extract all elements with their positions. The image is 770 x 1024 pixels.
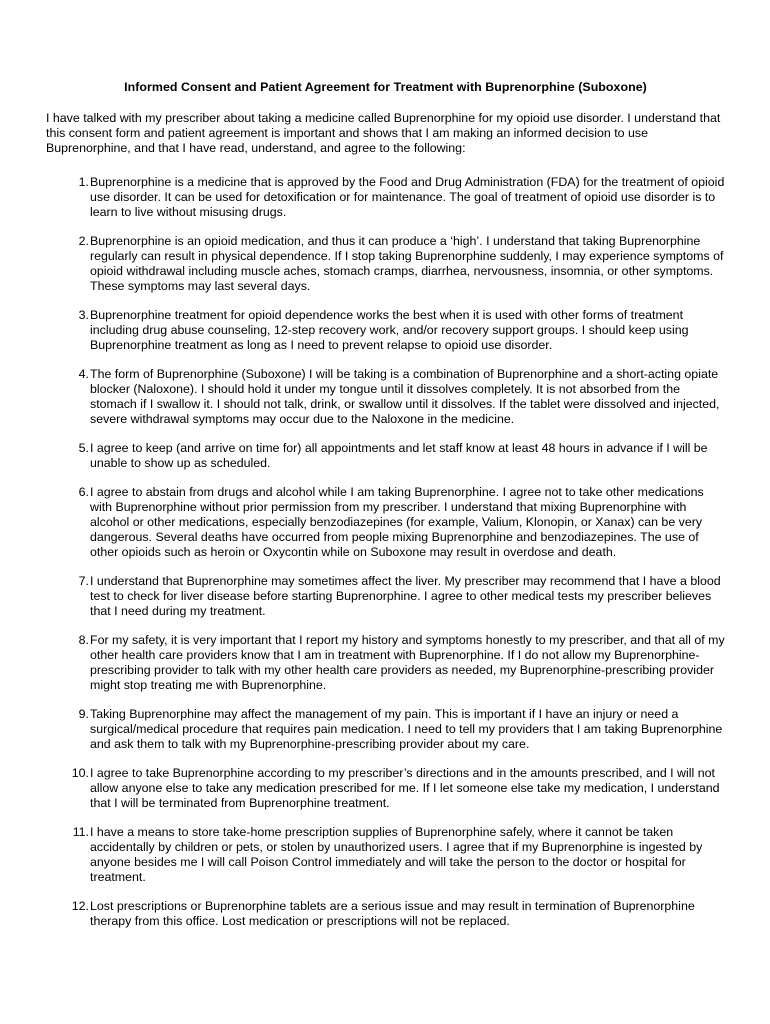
list-item-number: 9. — [78, 707, 89, 721]
list-item — [46, 367, 725, 427]
list-item — [46, 308, 725, 353]
list-item — [46, 766, 725, 811]
list-item-number: 5. — [78, 441, 89, 455]
document-title: Informed Consent and Patient Agreement for Treatment with Buprenorphine (Suboxone) — [124, 80, 647, 94]
list-item-number: 3. — [78, 308, 89, 322]
list-item-text: Taking Buprenorphine may affect the management of my pain. This is important if I have an injury or need a surgical/medical procedure that requires pain medication. I need to tell my providers that I am taking Buprenorphine and ask them to talk with my Buprenorphine-prescribing provider about my care. — [90, 707, 723, 751]
list-item — [46, 485, 725, 560]
list-item-number: 6. — [78, 485, 89, 499]
list-item-number: 4. — [78, 367, 89, 381]
list-item-number: 7. — [78, 574, 89, 588]
list-item — [46, 899, 725, 929]
list-item-text: Buprenorphine is an opioid medication, and thus it can produce a ‘high’. I understand that taking Buprenorphine regularly can result in physical dependence. If I stop taking Buprenorphine suddenly, I may experience symptoms of opioid withdrawal including muscle aches, stomach cramps, diarrhea, nervousness, insomnia, or other symptoms. These symptoms may last several days. — [90, 234, 724, 293]
list-item — [46, 441, 725, 471]
list-item-text: For my safety, it is very important that I report my history and symptoms honestly to my prescriber, and that all of my other health care providers know that I am in treatment with Buprenorphine. If I do not allow my Buprenorphine-prescribing provider to talk with my other health care providers as needed, my Buprenorphine-prescribing provider might stop treating me with Buprenorphine. — [90, 633, 725, 692]
list-item-number: 10. — [71, 766, 89, 780]
list-item-number: 1. — [78, 175, 89, 189]
list-item-text: Lost prescriptions or Buprenorphine tablets are a serious issue and may result in termination of Buprenorphine therapy from this office. Lost medication or prescriptions will not be replaced. — [90, 899, 695, 928]
list-item-text: I have a means to store take-home prescription supplies of Buprenorphine safely, where it cannot be taken accidentally by children or pets, or stolen by unauthorized users. I agree that if my Buprenorphine is ingested by anyone besides me I will call Poison Control immediately and will take the person to the doctor or hospital for treatment. — [90, 825, 703, 884]
list-item-number: 8. — [78, 633, 89, 647]
intro-paragraph: I have talked with my prescriber about taking a medicine called Buprenorphine for my opioid use disorder. I understand that this consent form and patient agreement is important and shows that I am making an informed decision to use Buprenorphine, and that I have read, understand, and agree to the following: — [46, 111, 721, 155]
list-item-text: I agree to keep (and arrive on time for) all appointments and let staff know at least 48 hours in advance if I will be unable to show up as scheduled. — [90, 441, 708, 470]
list-item-number: 11. — [72, 825, 89, 839]
list-item — [46, 234, 725, 294]
agreement-list — [46, 175, 725, 929]
list-item-text: Buprenorphine treatment for opioid dependence works the best when it is used with other forms of treatment including drug abuse counseling, 12-step recovery work, and/or recovery support groups. I should keep using Buprenorphine treatment as long as I need to prevent relapse to opioid use disorder. — [90, 308, 689, 352]
list-item — [46, 825, 725, 885]
list-item-text: I agree to take Buprenorphine according to my prescriber’s directions and in the amounts prescribed, and I will not allow anyone else to take any medication prescribed for me. If I let someone else take my medication, I understand that I will be terminated from Buprenorphine treatment. — [90, 766, 720, 810]
list-item-text: I understand that Buprenorphine may sometimes affect the liver. My prescriber may recommend that I have a blood test to check for liver disease before starting Buprenorphine. I agree to other medical tests my prescriber believes that I need during my treatment. — [90, 574, 721, 618]
list-item-text: Buprenorphine is a medicine that is approved by the Food and Drug Administration (FDA) for the treatment of opioid use disorder. It can be used for detoxification or for maintenance. The goal of treatment of opioid use disorder is to learn to live without misusing drugs. — [90, 175, 725, 219]
list-item-number: 2. — [78, 234, 89, 248]
list-item — [46, 633, 725, 693]
list-item — [46, 175, 725, 220]
list-item-text: I agree to abstain from drugs and alcohol while I am taking Buprenorphine. I agree not to take other medications with Buprenorphine without prior permission from my prescriber. I understand that mixing Buprenorphine with alcohol or other medications, especially benzodiazepines (for example, Valium, Klonopin, or Xanax) can be very dangerous. Several deaths have occurred from people mixing Buprenorphine and benzodiazepines. The use of other opioids such as heroin or Oxycontin while on Suboxone may result in overdose and death. — [90, 485, 704, 559]
list-item-text: The form of Buprenorphine (Suboxone) I will be taking is a combination of Buprenorphine and a short-acting opiate blocker (Naloxone). I should hold it under my tongue until it dissolves completely. It is not absorbed from the stomach if I swallow it. I should not talk, drink, or swallow until it dissolves. If the tablet were dissolved and injected, severe withdrawal symptoms may occur due to the Naloxone in the medicine. — [90, 367, 720, 426]
list-item-number: 12. — [71, 899, 89, 913]
list-item — [46, 707, 725, 752]
list-item — [46, 574, 725, 619]
